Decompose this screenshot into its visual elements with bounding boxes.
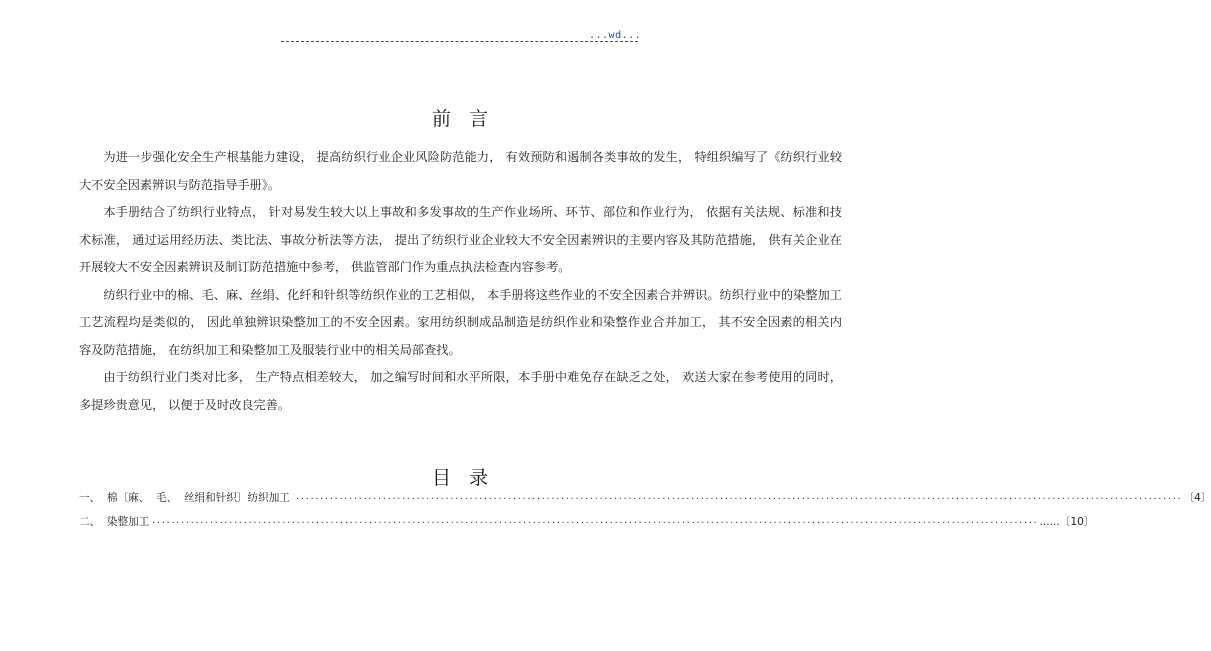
preface-title: 前言 (431, 108, 506, 130)
toc-entry-page: ......〔10〕 (1039, 516, 1095, 528)
toc-entry[interactable] (79, 490, 1211, 506)
toc-leader-dots: ························································································································································································ (295, 494, 1182, 503)
toc-entry-title: 棉〔麻、 毛、 丝绢和针织〕纺织加工 (100, 492, 294, 504)
header-mark: ...wd... (589, 30, 642, 41)
toc-entry-title: 染整加工 (100, 516, 150, 528)
toc-title: 目录 (431, 467, 506, 489)
preface-paragraph-3: 纺织行业中的棉、毛、麻、丝绢、化纤和针织等纺织作业的工艺相似， 本手册将这些作业的不安全因素合并辨识。纺织行业中的染整加工工艺流程均是类似的， 因此单独辨识染整加工的不安全因素。家用纺织制成品制造是纺织作业和染整作业合并加工， 其不安全因素的相关内容及防范措施， 在纺织加工和染整加工及服装行业中的相关局部查找。 (79, 287, 842, 357)
toc-entry[interactable] (79, 514, 1095, 530)
preface-paragraph-1: 为进一步强化安全生产根基能力建设， 提高纺织行业企业风险防范能力， 有效预防和遏制各类事故的发生， 特组织编写了《纺织行业较大不安全因素辨识与防范指导手册》。 (79, 150, 842, 192)
preface-body (79, 144, 842, 419)
preface-paragraph-2: 本手册结合了纺织行业特点， 针对易发生较大以上事故和多发事故的生产作业场所、环节、部位和作业行为， 依据有关法规、标准和技术标准， 通过运用经历法、类比法、事故分析法等方法， 提出了纺织行业企业较大不安全因素辨识的主要内容及其防范措施， 供有关企业在开展较大不安全因素辨识及制订防范措施中参考， 供监管部门作为重点执法检查内容参考。 (79, 205, 842, 274)
toc-entry-page: 〔4〕 (1183, 492, 1211, 504)
header-dashed-rule (281, 41, 638, 42)
toc-entry-number: 一、 (79, 492, 101, 504)
toc-leader-dots: ························································································································································································ (151, 518, 1038, 527)
preface-paragraph-4: 由于纺织行业门类对比多， 生产特点相差较大， 加之编写时间和水平所限，本手册中难免存在缺乏之处， 欢送大家在参考使用的同时， 多提珍贵意见， 以便于及时改良完善。 (79, 370, 842, 412)
toc-entry-number: 二、 (79, 516, 101, 528)
